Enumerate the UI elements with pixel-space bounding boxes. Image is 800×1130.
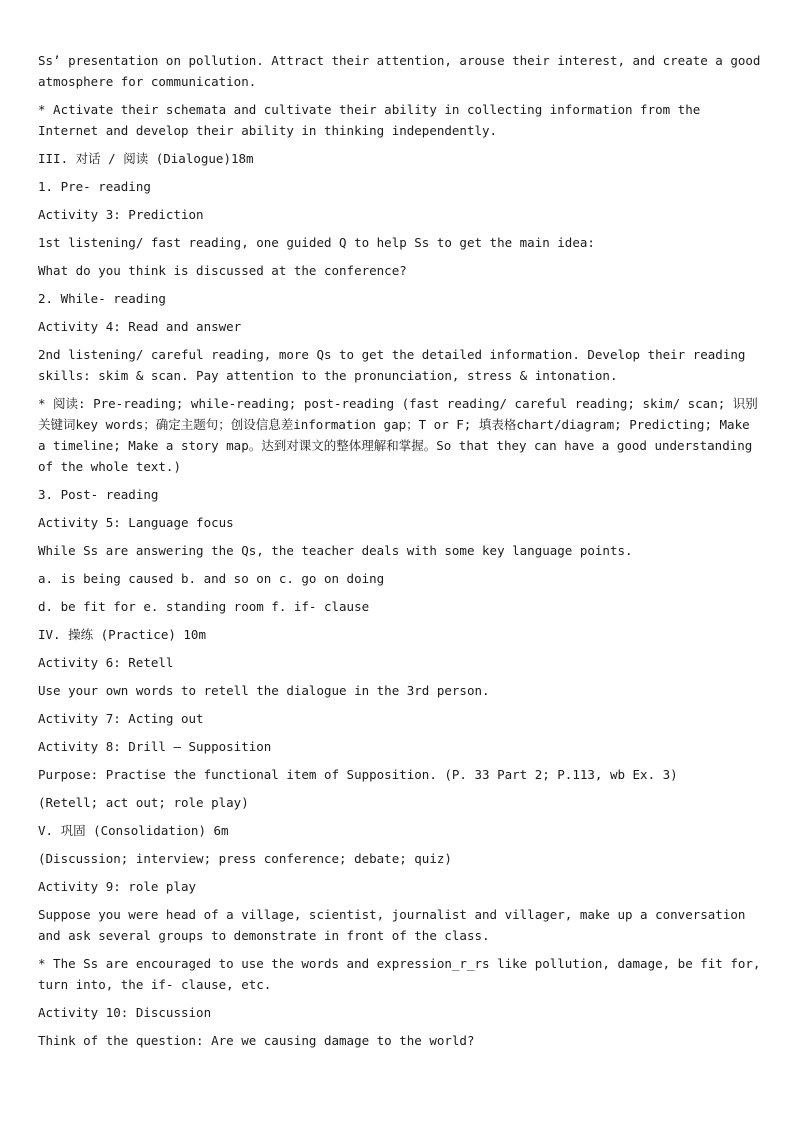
subheading-while-reading: 2. While- reading	[38, 291, 166, 306]
activity-10-title: Activity 10: Discussion	[38, 1005, 212, 1020]
paragraph-role-play-instruction: Suppose you were head of a village, scientist, journalist and villager, make up a conversation and ask several groups to demonstrate in front of the class.	[38, 907, 746, 943]
activity-6-title: Activity 6: Retell	[38, 655, 174, 670]
document-page	[38, 50, 762, 1058]
paragraph-encouraged-words: * The Ss are encouraged to use the words and expression_r_rs like pollution, damage, be fit for, turn into, the if- clause, etc.	[38, 956, 761, 992]
subheading-post-reading: 3. Post- reading	[38, 487, 159, 502]
language-points-list-1: a. is being caused b. and so on c. go on doing	[38, 571, 385, 586]
activity-4-title: Activity 4: Read and answer	[38, 319, 242, 334]
paragraph-purpose: Purpose: Practise the functional item of Supposition. (P. 33 Part 2; P.113, wb Ex. 3)	[38, 767, 678, 782]
paragraph-practice-methods: (Retell; act out; role play)	[38, 795, 249, 810]
paragraph-language-points: While Ss are answering the Qs, the teacher deals with some key language points.	[38, 543, 633, 558]
paragraph-second-listening: 2nd listening/ careful reading, more Qs to get the detailed information. Develop their reading skills: skim & scan. Pay attention to the pronunciation, stress & intonation.	[38, 347, 746, 383]
activity-8-title: Activity 8: Drill – Supposition	[38, 739, 272, 754]
paragraph-discussion-question: Think of the question: Are we causing damage to the world?	[38, 1033, 475, 1048]
paragraph-activate-schemata: * Activate their schemata and cultivate their ability in collecting information from the Internet and develop their ability in thinking independently.	[38, 102, 701, 138]
section-heading-consolidation: V. 巩固 (Consolidation) 6m	[38, 823, 229, 838]
paragraph-guided-question: What do you think is discussed at the conference?	[38, 263, 407, 278]
activity-9-title: Activity 9: role play	[38, 879, 197, 894]
section-heading-practice: IV. 操练 (Practice) 10m	[38, 627, 206, 642]
section-heading-dialogue: III. 对话 / 阅读 (Dialogue)18m	[38, 151, 254, 166]
activity-5-title: Activity 5: Language focus	[38, 515, 234, 530]
paragraph-retell-instruction: Use your own words to retell the dialogue in the 3rd person.	[38, 683, 490, 698]
paragraph-reading-note: * 阅读: Pre-reading; while-reading; post-reading (fast reading/ careful reading; skim/ scan; 识别关键词key words；确定主题句；创设信息差information gap；T or F; 填表格chart/diagram; Predicting; Make a timeline; Make a story map。达到对课文的整体理解和掌握。So that they can have a good understanding of the whole text.)	[38, 396, 758, 474]
paragraph-consolidation-methods: (Discussion; interview; press conference; debate; quiz)	[38, 851, 452, 866]
subheading-pre-reading: 1. Pre- reading	[38, 179, 151, 194]
activity-7-title: Activity 7: Acting out	[38, 711, 204, 726]
language-points-list-2: d. be fit for e. standing room f. if- clause	[38, 599, 370, 614]
activity-3-title: Activity 3: Prediction	[38, 207, 204, 222]
paragraph-first-listening: 1st listening/ fast reading, one guided Q to help Ss to get the main idea:	[38, 235, 595, 250]
paragraph-intro-presentation: Ss’ presentation on pollution. Attract their attention, arouse their interest, and create a good atmosphere for communication.	[38, 53, 761, 89]
